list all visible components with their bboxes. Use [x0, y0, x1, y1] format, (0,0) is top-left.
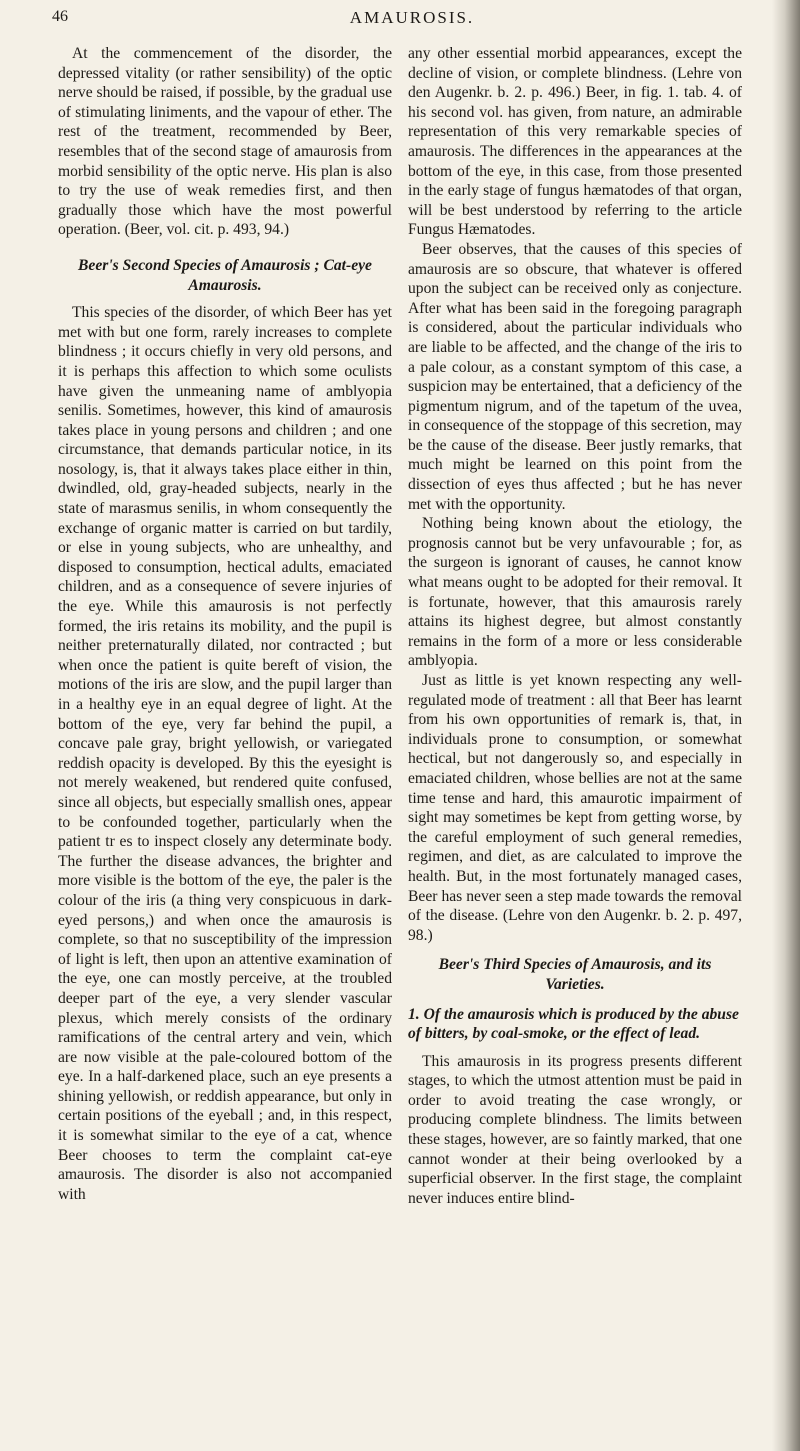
page-number: 46 [52, 8, 68, 25]
binding-shadow [772, 0, 800, 1451]
section-heading: Beer's Third Species of Amaurosis, and its Varieties. [438, 956, 712, 993]
sub-heading: 1. Of the amaurosis which is produced by the abuse of bitters, by coal-smoke, or the effect of lead. [408, 1005, 739, 1043]
paragraph: This species of the disorder, of which Beer has yet met with but one form, rarely increases to complete blindness ; it occurs chiefly in very old persons, and it is perhaps this affection to which some oculists have given the unmeaning name of amblyopia senilis. Sometimes, however, this kind of amaurosis takes place in young persons and children ; and one circumstance, that demands particular notice, in its nosology, is, that it always takes place either in thin, dwindled, old, gray-headed subjects, nearly in the state of marasmus senilis, in whom consequently the exchange of organic matter is carried on but tardily, or else in young subjects, who are unhealthy, and disposed to consumption, hectical adults, emaciated children, and as a consequence of severe injuries of the eye. While this amaurosis is not perfectly formed, the iris retains its mobility, and the pupil is neither preternaturally dilated, nor contracted ; but when once the patient is quite bereft of vision, the motions of the iris are slow, and the pupil larger than in a healthy eye in an equal degree of light. At the bottom of the eye, very far behind the pupil, a concave pale gray, bright yellowish, or variegated reddish opacity is developed. By this the eyesight is not merely weakened, but rendered quite confused, since all objects, but especially smallish ones, appear to be confounded together, particularly when the patient tr es to inspect closely any determinate body. The further the disease advances, the brighter and more visible is the bottom of the eye, the paler is the colour of the iris (a thing very conspicuous in dark-eyed persons,) and when once the amaurosis is complete, so that no susceptibility of the impression of light is left, then upon an attentive examination of the eye, one can mostly perceive, at the troubled deeper part of the eye, a very slender vascular plexus, which merely consists of the ordinary ramifications of the central artery and vein, which are now visible at the pale-coloured bottom of the eye. In a half-darkened place, such an eye presents a shining yellowish, or reddish appearance, but only in certain positions of the eyeball ; and, in this respect, it is somewhat similar to the eye of a cat, whence Beer chooses to term the complaint cat-eye amaurosis. The disorder is also not accompanied with [58, 304, 392, 1203]
paragraph: Just as little is yet known respecting any well-regulated mode of treatment : all that Beer has learnt from his own opportunities of remark is, that, in individuals prone to consumption, or somewhat hectical, but not dangerously so, and especially in emaciated children, whose bellies are not at the same time tense and hard, this amaurotic impairment of sight may sometimes be kept from getting worse, by the careful employment of such general remedies, regimen, and diet, as are calculated to improve the health. But, in the most fortunately managed cases, Beer has never seen a step made towards the removal of the disease. (Lehre von den Augenkr. b. 2. p. 497, 98.) [408, 672, 742, 944]
right-column [408, 44, 742, 1208]
paragraph: Beer observes, that the causes of this species of amaurosis are so obscure, that whatever is offered upon the subject can be received only as conjecture. After what has been said in the foregoing paragraph is considered, about the particular individuals who are liable to be affected, and the change of the iris to a pale colour, as a constant symptom of this case, a suspicion may be entertained, that a deficiency of the pigmentum nigrum, and of the tapetum of the uvea, in consequence of the stoppage of this secretion, may be the cause of the disease. Beer justly remarks, that much might be learned on this point from the dissection of eyes thus affected ; but he has never met with the opportunity. [408, 240, 742, 513]
paragraph: This amaurosis in its progress presents different stages, to which the utmost attention must be paid in order to avoid treating the case wrongly, or producing complete blindness. The limits between these stages, however, are so faintly marked, that one cannot wonder at their being overlooked by a superficial observer. In the first stage, the complaint never induces entire blind- [408, 1052, 742, 1207]
page-header [52, 8, 772, 30]
section-heading: Beer's Second Species of Amaurosis ; Cat-eye Amaurosis. [78, 256, 372, 294]
left-column [58, 44, 392, 1204]
paragraph: any other essential morbid appearances, except the decline of vision, or complete blindness. (Lehre von den Augenkr. b. 2. p. 496.) Beer, in fig. 1. tab. 4. of his second vol. has given, from nature, an admirable representation of this very remarkable species of amaurosis. The differences in the appearances at the bottom of the eye, in this case, from those presented in the early stage of fungus hæmatodes of that organ, will be best understood by referring to the article Fungus Hæmatodes. [408, 45, 742, 239]
paragraph: At the commencement of the disorder, the depressed vitality (or rather sensibility) of the optic nerve should be raised, if possible, by the gradual use of stimulating liniments, and the vapour of ether. The rest of the treatment, recommended by Beer, resembles that of the second stage of amaurosis from morbid sensibility of the optic nerve. His plan is also to try the use of weak remedies first, and then gradually those which have the most powerful operation. (Beer, vol. cit. p. 493, 94.) [58, 45, 392, 239]
paragraph: Nothing being known about the etiology, the prognosis cannot but be very unfavourable ; for, as the surgeon is ignorant of causes, he cannot know what means ought to be adopted for their removal. It is fortunate, however, that this amaurosis rarely attains its highest degree, but almost constantly remains in the form of a more or less considerable amblyopia. [408, 515, 742, 670]
running-title: AMAUROSIS. [349, 8, 475, 27]
